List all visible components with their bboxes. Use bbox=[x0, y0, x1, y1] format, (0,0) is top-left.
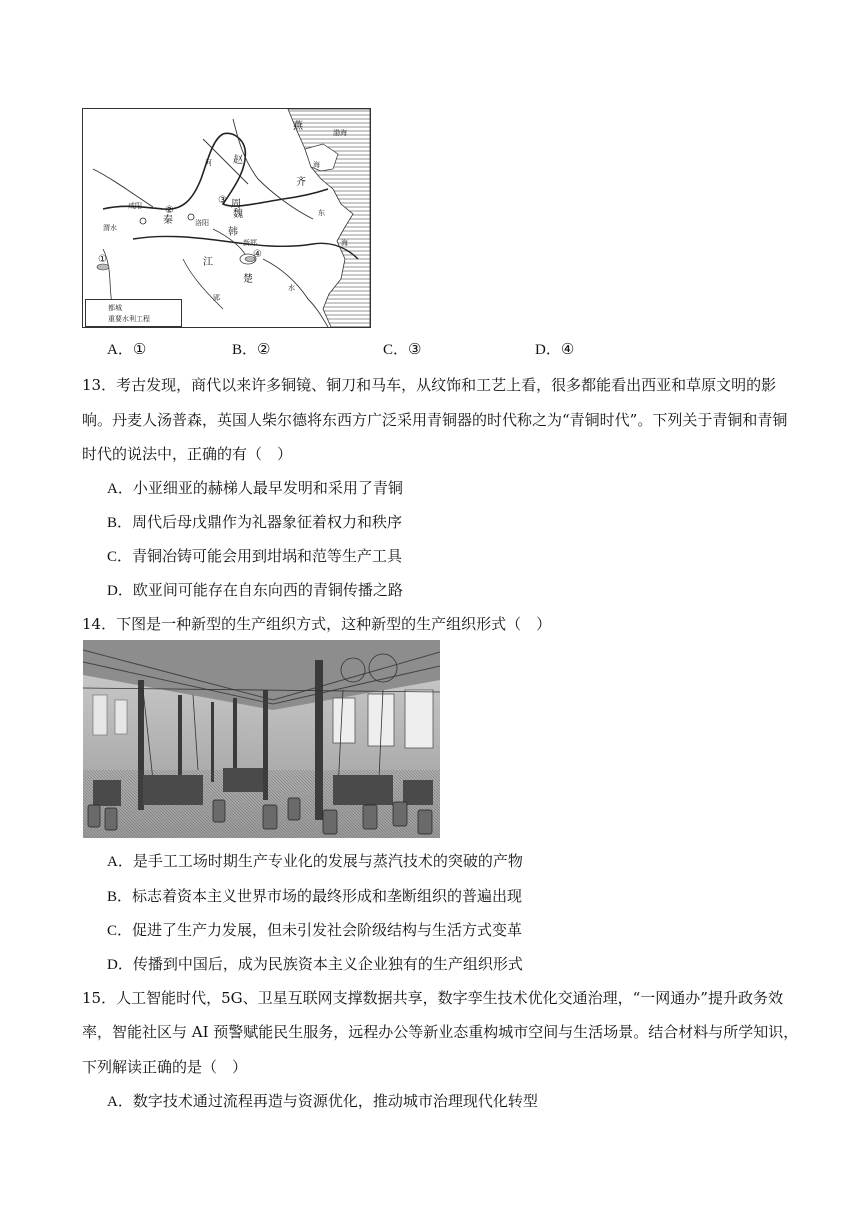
q14-option-d-text: 传播到中国后，成为民族资本主义企业独有的生产组织形式 bbox=[132, 955, 523, 973]
map-label-chu: 楚 bbox=[243, 274, 253, 285]
map-label-qin: 秦 bbox=[163, 215, 173, 226]
map-label-wei: 魏 bbox=[233, 209, 243, 220]
map-label-qi: 齐 bbox=[296, 177, 306, 188]
q13-stem-line-3: 时代的说法中，正确的有（ ） bbox=[82, 445, 293, 463]
q15-option-a-label: A． bbox=[107, 1094, 133, 1110]
map-label-zhao: 赵 bbox=[233, 155, 243, 166]
q14-option-b[interactable] bbox=[107, 886, 522, 907]
q14-option-b-label: B． bbox=[107, 889, 133, 905]
q12-option-b[interactable] bbox=[232, 339, 270, 360]
q12-option-a[interactable] bbox=[107, 339, 146, 360]
q13-option-b-text: 周代后母戊鼎作为礼器象征着权力和秩序 bbox=[132, 513, 403, 531]
q13-option-a-text: 小亚细亚的赫梯人最早发明和采用了青铜 bbox=[132, 479, 403, 497]
q12-option-a-text: ① bbox=[132, 340, 147, 358]
q15-option-a-text: 数字技术通过流程再造与资源优化，推动城市治理现代化转型 bbox=[132, 1092, 538, 1110]
map-marker-2: ② bbox=[165, 205, 174, 216]
q14-option-c-label: C． bbox=[107, 923, 133, 939]
map-legend bbox=[85, 299, 182, 327]
map-label-han: 韩 bbox=[228, 227, 238, 238]
q13-option-c-label: C． bbox=[107, 549, 133, 565]
q13-stem-text-1: 考古发现，商代以来许多铜镜、铜刀和马车，从纹饰和工艺上看，很多都能看出西亚和草原文明的影 bbox=[116, 376, 777, 394]
map-label-luoyang: 洛阳 bbox=[195, 219, 209, 227]
q13-option-c[interactable] bbox=[107, 546, 402, 567]
q12-option-c-text: ③ bbox=[408, 340, 422, 358]
map-label-shui: 水 bbox=[288, 284, 295, 292]
q14-option-d[interactable] bbox=[107, 954, 523, 975]
q13-option-d-text: 欧亚间可能存在自东向西的青铜传播之路 bbox=[132, 581, 403, 599]
map-label-dong: 东 bbox=[318, 209, 325, 217]
map-marker-1: ① bbox=[98, 254, 107, 265]
q15-stem-line-3: 下列解读正确的是（ ） bbox=[82, 1058, 248, 1076]
q13-option-d[interactable] bbox=[107, 580, 403, 601]
q12-option-c-label: C． bbox=[383, 342, 409, 358]
q14-stem-text: 下图是一种新型的生产组织方式，这种新型的生产组织形式（ ） bbox=[116, 615, 552, 633]
q14-option-b-text: 标志着资本主义世界市场的最终形成和垄断组织的普遍出现 bbox=[132, 887, 523, 905]
factory-drawing bbox=[83, 640, 440, 838]
q14-option-a-text: 是手工工场时期生产专业化的发展与蒸汽技术的突破的产物 bbox=[132, 852, 523, 870]
q12-option-d-label: D． bbox=[535, 342, 561, 358]
q15-stem-line-1 bbox=[82, 988, 783, 1008]
map-label-bohai: 渤海 bbox=[333, 129, 347, 137]
legend-project-label: 重要水利工程 bbox=[108, 315, 150, 323]
map-label-he: 河 bbox=[205, 159, 212, 167]
map-marker-4: ④ bbox=[253, 249, 262, 260]
legend-capital-label: 都城 bbox=[108, 304, 122, 312]
q14-stem bbox=[82, 614, 551, 634]
q13-stem-line-1 bbox=[82, 375, 776, 395]
q13-option-a-label: A． bbox=[107, 481, 133, 497]
q13-stem-line-2: 响。丹麦人汤普森，英国人柴尔德将东西方广泛采用青铜器的时代称之为“青铜时代”。下列关于青铜和青铜 bbox=[82, 411, 788, 429]
q15-stem-line-2: 率，智能社区与 AI 预警赋能民生服务，远程办公等新业态重构城市空间与生活场景。结合材料与所学知识， bbox=[82, 1023, 799, 1041]
q14-number: 14． bbox=[82, 615, 117, 633]
q13-number: 13． bbox=[82, 376, 117, 394]
q12-option-d-text: ④ bbox=[560, 340, 575, 358]
q12-option-b-text: ② bbox=[257, 340, 271, 358]
q12-option-b-label: B． bbox=[232, 342, 258, 358]
q13-option-a[interactable] bbox=[107, 478, 403, 499]
map-label-hai: 海 bbox=[313, 161, 320, 169]
q12-option-a-label: A． bbox=[107, 342, 133, 358]
q12-option-c[interactable] bbox=[383, 339, 421, 360]
q15-stem-text-1: 人工智能时代，5G、卫星互联网支撑数据共享，数字孪生技术优化交通治理，“一网通办”提升政务效 bbox=[116, 989, 783, 1007]
factory-illustration bbox=[83, 640, 440, 838]
map-label-wei-river: 渭水 bbox=[103, 224, 117, 232]
map-drawing bbox=[83, 109, 370, 327]
q13-option-c-text: 青铜冶铸可能会用到坩埚和范等生产工具 bbox=[132, 547, 403, 565]
map-label-xinzheng: 新郑 bbox=[243, 239, 257, 247]
q13-option-b[interactable] bbox=[107, 512, 402, 533]
q15-number: 15． bbox=[82, 989, 117, 1007]
q14-option-a[interactable] bbox=[107, 851, 523, 872]
q14-option-c[interactable] bbox=[107, 920, 522, 941]
map-label-xianyang: 咸阳 bbox=[128, 202, 142, 210]
historical-map bbox=[82, 108, 371, 328]
map-label-hai2: 海 bbox=[341, 239, 348, 247]
map-label-zhou: 周 bbox=[231, 199, 241, 210]
q12-option-d[interactable] bbox=[535, 339, 574, 360]
map-label-jiang: 江 bbox=[203, 257, 213, 268]
map-label-jiangling: 郢 bbox=[213, 294, 220, 302]
q15-option-a[interactable] bbox=[107, 1091, 538, 1112]
map-marker-3: ③ bbox=[218, 195, 227, 206]
q14-option-c-text: 促进了生产力发展，但未引发社会阶级结构与生活方式变革 bbox=[132, 921, 523, 939]
q14-option-d-label: D． bbox=[107, 957, 133, 973]
map-label-yan: 燕 bbox=[293, 121, 303, 132]
q14-option-a-label: A． bbox=[107, 854, 133, 870]
q13-option-b-label: B． bbox=[107, 515, 133, 531]
q13-option-d-label: D． bbox=[107, 583, 133, 599]
